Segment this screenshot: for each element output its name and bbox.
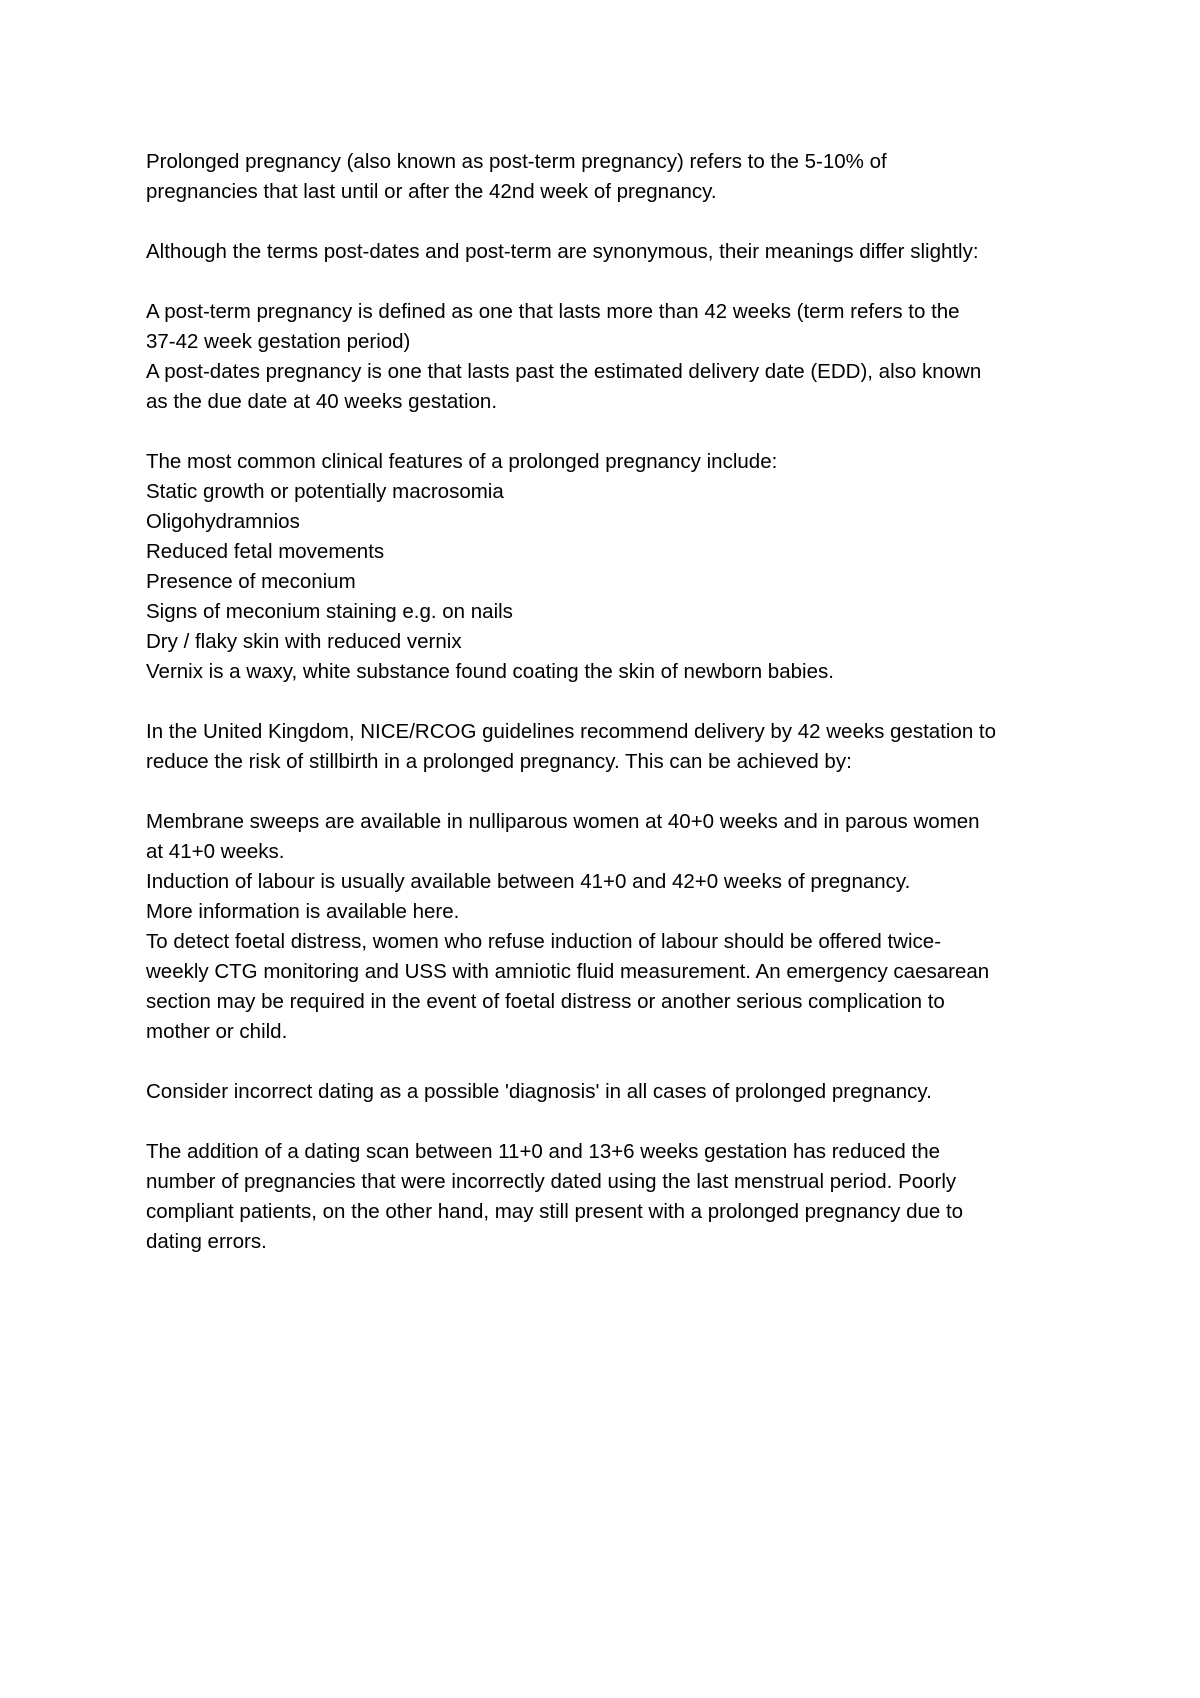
text-line: To detect foetal distress, women who refuse induction of labour should be offered twice- [146,930,942,953]
text-line: dating errors. [146,1230,267,1253]
text-line: A post-term pregnancy is defined as one that lasts more than 42 weeks (term refers to the [146,300,960,323]
text-line: at 41+0 weeks. [146,840,285,863]
paragraph [146,717,1086,777]
paragraph [146,1077,1086,1107]
text-line: Presence of meconium [146,570,356,593]
text-line: Dry / flaky skin with reduced vernix [146,630,462,653]
text-line: reduce the risk of stillbirth in a prolonged pregnancy. This can be achieved by: [146,750,852,773]
text-line: The most common clinical features of a prolonged pregnancy include: [146,450,778,473]
text-line: A post-dates pregnancy is one that lasts past the estimated delivery date (EDD), also known [146,360,982,383]
text-line: Static growth or potentially macrosomia [146,480,504,503]
text-line: compliant patients, on the other hand, may still present with a prolonged pregnancy due to [146,1200,964,1223]
paragraph [146,237,1086,267]
text-line: number of pregnancies that were incorrectly dated using the last menstrual period. Poorly [146,1170,957,1193]
text-line: Consider incorrect dating as a possible 'diagnosis' in all cases of prolonged pregnancy. [146,1080,932,1103]
text-line: In the United Kingdom, NICE/RCOG guidelines recommend delivery by 42 weeks gestation to [146,720,997,743]
text-line: Induction of labour is usually available between 41+0 and 42+0 weeks of pregnancy. [146,870,911,893]
text-line: Membrane sweeps are available in nulliparous women at 40+0 weeks and in parous women [146,810,980,833]
text-line: Although the terms post-dates and post-term are synonymous, their meanings differ slightly: [146,240,979,263]
paragraph [146,1137,1086,1257]
paragraph [146,447,1086,687]
text-line: section may be required in the event of foetal distress or another serious complication to [146,990,945,1013]
text-line: 37-42 week gestation period) [146,330,411,353]
text-line: Reduced fetal movements [146,540,385,563]
text-line: pregnancies that last until or after the 42nd week of pregnancy. [146,180,717,203]
text-line: Signs of meconium staining e.g. on nails [146,600,513,623]
paragraph [146,807,1086,1047]
paragraph [146,297,1086,417]
text-line: More information is available here. [146,900,460,923]
paragraph [146,147,1086,207]
text-line: Vernix is a waxy, white substance found coating the skin of newborn babies. [146,660,834,683]
text-line: mother or child. [146,1020,288,1043]
document-body [146,147,1086,1287]
text-line: as the due date at 40 weeks gestation. [146,390,498,413]
text-line: weekly CTG monitoring and USS with amniotic fluid measurement. An emergency caesarean [146,960,990,983]
text-line: The addition of a dating scan between 11+0 and 13+6 weeks gestation has reduced the [146,1140,941,1163]
text-line: Oligohydramnios [146,510,300,533]
text-line: Prolonged pregnancy (also known as post-term pregnancy) refers to the 5-10% of [146,150,887,173]
